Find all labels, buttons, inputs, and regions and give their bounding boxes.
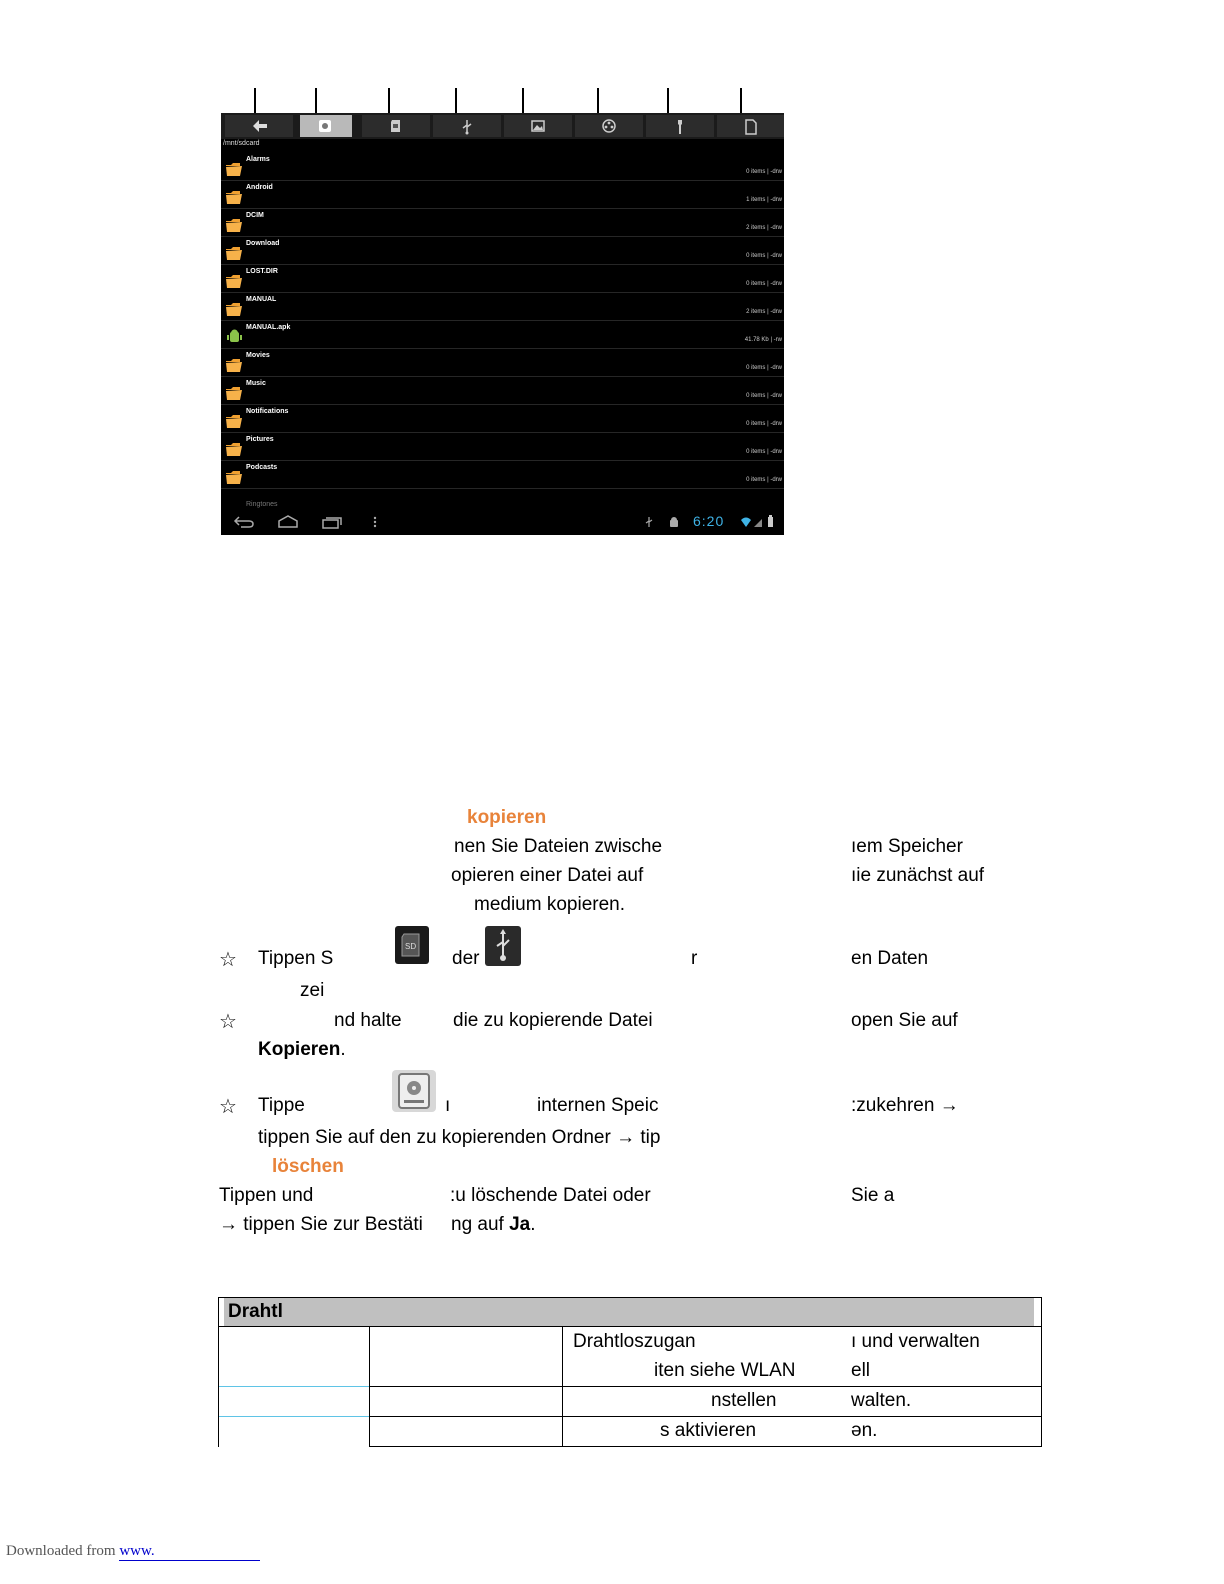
delete-text: :u löschende Datei oder	[450, 1185, 651, 1206]
copy-text: ıie zunächst auf	[851, 865, 985, 886]
internal-storage-icon	[318, 119, 332, 133]
file-info: 0 items | -drw	[746, 169, 782, 175]
folder-icon	[225, 301, 243, 317]
star-bullet-icon: ☆	[219, 1096, 237, 1118]
copy-text: ıem Speicher	[851, 836, 963, 857]
sd-card-tab[interactable]	[362, 115, 430, 137]
file-list-item[interactable]	[221, 181, 784, 209]
folder-icon	[225, 273, 243, 289]
partial-list-item: Ringtones	[246, 501, 278, 508]
system-navbar	[221, 511, 784, 535]
file-info: 41.78 Kb | -rw	[744, 337, 782, 343]
internal-storage-icon	[392, 1070, 436, 1112]
confirm-yes-label: Ja	[509, 1214, 531, 1235]
table-cell: Drahtloszugan	[573, 1331, 696, 1352]
back-nav-icon[interactable]	[233, 515, 255, 529]
sd-card-icon	[395, 926, 429, 964]
sd-card-icon	[389, 119, 403, 133]
star-bullet-icon: ☆	[219, 949, 237, 971]
callout-line	[522, 88, 524, 114]
folder-icon	[225, 245, 243, 261]
folder-icon	[225, 161, 243, 177]
callout-line	[315, 88, 317, 114]
image-icon	[531, 119, 545, 133]
folder-icon	[225, 385, 243, 401]
bullet-text: zei	[300, 980, 325, 1001]
wifi-icon	[740, 516, 752, 528]
file-name: MANUAL	[246, 296, 277, 303]
android-status-icon	[668, 516, 680, 528]
bullet-text: Tippen S	[258, 948, 334, 969]
callout-line	[254, 88, 256, 114]
video-reel-icon	[602, 119, 616, 133]
download-footer	[6, 1543, 260, 1561]
images-tab[interactable]	[504, 115, 572, 137]
videos-tab[interactable]	[575, 115, 643, 137]
folder-icon	[225, 469, 243, 485]
delete-text: → tippen Sie zur Bestäti	[219, 1214, 423, 1235]
file-list-item[interactable]	[221, 377, 784, 405]
footer-link[interactable]: www.	[119, 1543, 260, 1561]
file-list-item[interactable]	[221, 405, 784, 433]
file-name: Notifications	[246, 408, 289, 415]
file-name: Download	[246, 240, 280, 247]
copy-text: opieren einer Datei auf	[451, 865, 644, 886]
delete-text: Sie a	[851, 1185, 895, 1206]
file-list-item[interactable]	[221, 265, 784, 293]
copy-text: nen Sie Dateien zwische	[454, 836, 663, 857]
file-list-item[interactable]	[221, 293, 784, 321]
bullet-text: :zukehren →	[851, 1095, 959, 1116]
folder-icon	[225, 217, 243, 233]
bullet-text: en Daten	[851, 948, 929, 969]
table-header: Drahtl	[228, 1301, 283, 1322]
bullet-text: open Sie auf	[851, 1010, 958, 1031]
delete-heading: löschen	[272, 1156, 344, 1177]
file-name: Pictures	[246, 436, 274, 443]
file-list-item[interactable]	[221, 153, 784, 181]
bullet-text: .	[340, 1039, 346, 1060]
file-info: 0 items | -drw	[746, 477, 782, 483]
internal-storage-tab[interactable]	[300, 115, 352, 137]
file-name: DCIM	[246, 212, 264, 219]
bullet-text: tippen Sie auf den zu kopierenden Ordner → tip	[258, 1127, 661, 1148]
file-name: Android	[246, 184, 273, 191]
callout-line	[667, 88, 669, 114]
wireless-table	[218, 1297, 1042, 1447]
copy-heading: kopieren	[467, 807, 547, 828]
file-list-item[interactable]	[221, 237, 784, 265]
bullet-text: Tippe	[258, 1095, 305, 1116]
footer-text: Downloaded from	[6, 1543, 116, 1559]
folder-icon	[225, 357, 243, 373]
usb-tab[interactable]	[433, 115, 501, 137]
back-arrow-icon	[252, 119, 268, 133]
android-app-icon	[225, 329, 243, 345]
callout-line	[455, 88, 457, 114]
battery-icon	[767, 515, 774, 528]
current-path: /mnt/sdcard	[223, 140, 260, 147]
table-cell: ell	[851, 1360, 871, 1381]
file-list-item[interactable]	[221, 349, 784, 377]
delete-text: ng auf	[451, 1214, 504, 1235]
menu-dots-icon[interactable]	[373, 515, 377, 529]
file-name: MANUAL.apk	[246, 324, 291, 331]
file-info: 0 items | -drw	[746, 365, 782, 371]
table-header-bg	[224, 1298, 1034, 1326]
file-name: Podcasts	[246, 464, 278, 471]
file-name: LOST.DIR	[246, 268, 278, 275]
table-cell: nstellen	[711, 1390, 777, 1411]
file-info: 0 items | -drw	[746, 449, 782, 455]
documents-tab[interactable]	[717, 115, 784, 137]
tools-icon	[673, 119, 687, 135]
folder-icon	[225, 413, 243, 429]
file-list-item[interactable]	[221, 321, 784, 349]
tools-tab[interactable]	[646, 115, 714, 137]
table-cell: ən.	[851, 1420, 878, 1441]
file-manager-screenshot	[221, 113, 784, 535]
file-info: 2 items | -drw	[746, 309, 782, 315]
file-info: 0 items | -drw	[746, 253, 782, 259]
copy-text: medium kopieren.	[474, 894, 626, 915]
back-tab[interactable]	[225, 115, 293, 137]
document-icon	[744, 119, 758, 135]
file-name: Movies	[246, 352, 270, 359]
folder-icon	[225, 189, 243, 205]
bullet-text: die zu kopierende Datei	[453, 1010, 653, 1031]
delete-text: Tippen und	[219, 1185, 314, 1206]
status-clock: 6:20	[693, 513, 725, 529]
table-cell: s aktivieren	[660, 1420, 757, 1441]
folder-icon	[225, 441, 243, 457]
delete-text: .	[530, 1214, 536, 1235]
callout-line	[740, 88, 742, 114]
bullet-text: r	[691, 948, 698, 969]
table-cell: ı und verwalten	[851, 1331, 980, 1352]
usb-status-icon	[644, 516, 654, 528]
callout-line	[388, 88, 390, 114]
recent-apps-icon[interactable]	[321, 515, 343, 529]
file-list-item[interactable]	[221, 433, 784, 461]
home-nav-icon[interactable]	[277, 515, 299, 529]
file-manager-toolbar	[221, 113, 784, 139]
file-name: Alarms	[246, 156, 270, 163]
table-cell: walten.	[851, 1390, 912, 1411]
copy-action-label: Kopieren	[258, 1039, 341, 1060]
file-info: 0 items | -drw	[746, 393, 782, 399]
table-cell: iten siehe WLAN	[654, 1360, 796, 1381]
file-list-item[interactable]	[221, 461, 784, 489]
svg-text:SD: SD	[405, 942, 417, 951]
file-info: 1 items | -drw	[746, 197, 782, 203]
bullet-text: der	[452, 948, 480, 969]
bullet-text: internen Speic	[537, 1095, 659, 1116]
bullet-text: ı	[445, 1095, 451, 1116]
file-info: 2 items | -drw	[746, 225, 782, 231]
file-list-item[interactable]	[221, 209, 784, 237]
callout-line	[597, 88, 599, 114]
usb-icon	[460, 119, 474, 135]
star-bullet-icon: ☆	[219, 1011, 237, 1033]
signal-icon	[753, 516, 763, 528]
usb-icon	[485, 926, 521, 966]
bullet-text: nd halte	[334, 1010, 402, 1031]
file-name: Music	[246, 380, 266, 387]
file-info: 0 items | -drw	[746, 421, 782, 427]
file-info: 0 items | -drw	[746, 281, 782, 287]
